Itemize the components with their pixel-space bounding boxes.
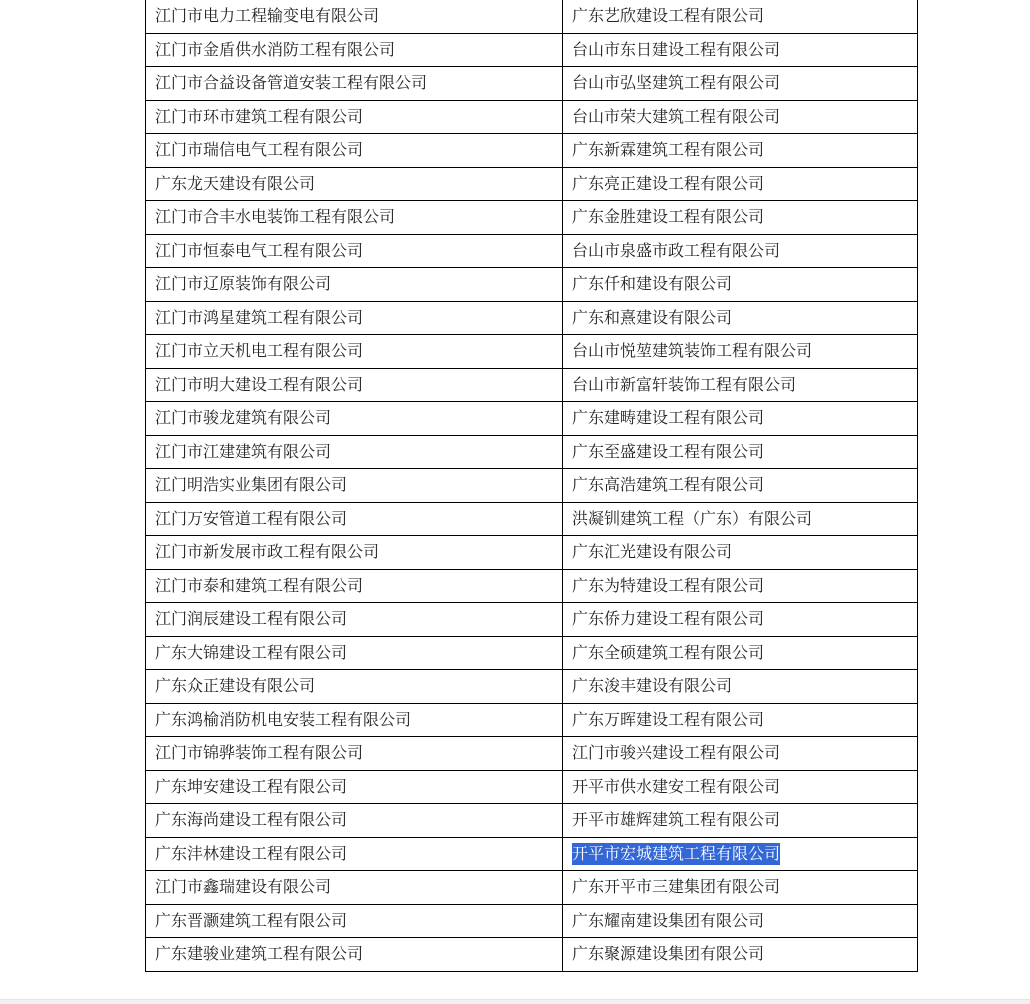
cell-text: 广东和熹建设有限公司 [572,307,733,327]
company-cell-right[interactable] [563,569,918,603]
company-cell-right[interactable] [563,268,918,302]
cell-text: 江门明浩实业集团有限公司 [155,475,348,495]
cell-text: 广东开平市三建集团有限公司 [572,877,781,897]
table-row [146,603,918,637]
cell-text: 台山市悦堃建筑装饰工程有限公司 [572,341,813,361]
company-cell-right[interactable] [563,368,918,402]
company-cell-right[interactable] [563,167,918,201]
cell-text: 江门市环市建筑工程有限公司 [155,106,364,126]
company-cell-right[interactable] [563,201,918,235]
cell-text: 广东沣林建设工程有限公司 [155,843,348,863]
company-table-body [146,0,918,971]
table-row [146,234,918,268]
company-cell-left[interactable] [146,100,563,134]
cell-text: 江门市合丰水电装饰工程有限公司 [155,207,396,227]
cell-text: 广东鸿榆消防机电安装工程有限公司 [155,709,412,729]
cell-text: 开平市供水建安工程有限公司 [572,776,781,796]
cell-text: 广东新霖建筑工程有限公司 [572,140,765,160]
cell-text: 广东侨力建设工程有限公司 [572,609,765,629]
table-row [146,100,918,134]
company-cell-left[interactable] [146,502,563,536]
cell-text: 江门市恒泰电气工程有限公司 [155,240,364,260]
table-row [146,737,918,771]
table-row [146,0,918,33]
cell-text: 广东仟和建设有限公司 [572,274,733,294]
cell-text: 广东高浩建筑工程有限公司 [572,475,765,495]
cell-text: 广东至盛建设工程有限公司 [572,441,765,461]
company-cell-left[interactable] [146,67,563,101]
company-cell-left[interactable] [146,0,563,33]
company-cell-right[interactable] [563,100,918,134]
company-cell-left[interactable] [146,268,563,302]
company-cell-left[interactable] [146,469,563,503]
cell-text: 广东坤安建设工程有限公司 [155,776,348,796]
cell-text: 广东大锦建设工程有限公司 [155,642,348,662]
cell-text: 广东耀南建设集团有限公司 [572,910,765,930]
company-cell-right[interactable] [563,737,918,771]
cell-text: 江门市明大建设工程有限公司 [155,374,364,394]
cell-text: 广东亮正建设工程有限公司 [572,173,765,193]
table-row [146,402,918,436]
horizontal-scrollbar-track[interactable] [0,999,1030,1004]
company-cell-left[interactable] [146,670,563,704]
cell-text: 台山市泉盛市政工程有限公司 [572,240,781,260]
cell-text: 江门市鑫瑞建设有限公司 [155,877,332,897]
table-row [146,502,918,536]
company-cell-left[interactable] [146,603,563,637]
cell-text: 江门市合益设备管道安装工程有限公司 [155,73,428,93]
cell-text: 广东海尚建设工程有限公司 [155,810,348,830]
cell-text: 江门市江建建筑有限公司 [155,441,332,461]
company-cell-right[interactable] [563,335,918,369]
cell-text: 江门市立天机电工程有限公司 [155,341,364,361]
cell-text: 江门市锦骅装饰工程有限公司 [155,743,364,763]
company-cell-right[interactable] [563,502,918,536]
table-row [146,335,918,369]
company-cell-right[interactable] [563,402,918,436]
table-row [146,804,918,838]
table-row [146,569,918,603]
company-cell-right[interactable] [563,603,918,637]
company-cell-right[interactable] [563,435,918,469]
table-row [146,368,918,402]
company-cell-right[interactable] [563,301,918,335]
company-cell-right[interactable] [563,938,918,972]
cell-text: 广东建畴建设工程有限公司 [572,408,765,428]
table-row [146,938,918,972]
table-row [146,201,918,235]
company-cell-right[interactable] [563,837,918,871]
company-cell-right[interactable] [563,0,918,33]
cell-text: 广东浚丰建设有限公司 [572,676,733,696]
cell-text: 江门市瑞信电气工程有限公司 [155,140,364,160]
table-row [146,636,918,670]
cell-text: 江门市骏兴建设工程有限公司 [572,743,781,763]
table-row [146,770,918,804]
company-cell-right[interactable] [563,670,918,704]
company-cell-left[interactable] [146,569,563,603]
table-row [146,871,918,905]
cell-text: 台山市东日建设工程有限公司 [572,39,781,59]
table-row [146,67,918,101]
cell-text: 洪凝钏建筑工程（广东）有限公司 [572,508,813,528]
cell-text: 江门市骏龙建筑有限公司 [155,408,332,428]
cell-text: 江门润辰建设工程有限公司 [155,609,348,629]
cell-text: 江门市辽原装饰有限公司 [155,274,332,294]
cell-text: 广东建骏业建筑工程有限公司 [155,944,364,964]
company-cell-left[interactable] [146,402,563,436]
company-cell-left[interactable] [146,33,563,67]
company-cell-right[interactable] [563,469,918,503]
cell-text: 广东全硕建筑工程有限公司 [572,642,765,662]
company-cell-left[interactable] [146,737,563,771]
cell-text: 江门市电力工程输变电有限公司 [155,6,380,26]
cell-text: 广东龙天建设有限公司 [155,173,316,193]
table-row [146,536,918,570]
table-row [146,33,918,67]
company-cell-right[interactable] [563,234,918,268]
table-row [146,268,918,302]
table-row [146,167,918,201]
cell-text: 台山市荣大建筑工程有限公司 [572,106,781,126]
cell-text: 广东艺欣建设工程有限公司 [572,6,765,26]
cell-text: 台山市新富轩装饰工程有限公司 [572,374,797,394]
company-cell-left[interactable] [146,201,563,235]
cell-text: 台山市弘坚建筑工程有限公司 [572,73,781,93]
cell-text: 广东聚源建设集团有限公司 [572,944,765,964]
company-cell-right[interactable] [563,67,918,101]
table-row [146,301,918,335]
company-cell-left[interactable] [146,938,563,972]
cell-text: 广东金胜建设工程有限公司 [572,207,765,227]
company-cell-right[interactable] [563,134,918,168]
company-cell-right[interactable] [563,636,918,670]
table-row [146,435,918,469]
company-cell-left[interactable] [146,536,563,570]
company-cell-left[interactable] [146,134,563,168]
table-row [146,134,918,168]
company-cell-left[interactable] [146,335,563,369]
company-cell-left[interactable] [146,234,563,268]
selected-cell-text: 开平市宏城建筑工程有限公司 [572,843,781,863]
cell-text: 广东万晖建设工程有限公司 [572,709,765,729]
cell-text: 江门市泰和建筑工程有限公司 [155,575,364,595]
company-cell-right[interactable] [563,804,918,838]
cell-text: 江门市鸿星建筑工程有限公司 [155,307,364,327]
table-row [146,904,918,938]
company-cell-left[interactable] [146,837,563,871]
cell-text: 江门市金盾供水消防工程有限公司 [155,39,396,59]
cell-text: 开平市雄辉建筑工程有限公司 [572,810,781,830]
company-cell-left[interactable] [146,703,563,737]
company-cell-right[interactable] [563,871,918,905]
company-cell-left[interactable] [146,167,563,201]
company-cell-left[interactable] [146,368,563,402]
cell-text: 江门市新发展市政工程有限公司 [155,542,380,562]
company-cell-left[interactable] [146,301,563,335]
company-cell-right[interactable] [563,770,918,804]
cell-text: 江门万安管道工程有限公司 [155,508,348,528]
cell-text: 广东汇光建设有限公司 [572,542,733,562]
table-row [146,469,918,503]
table-row [146,837,918,871]
company-cell-left[interactable] [146,804,563,838]
company-table [145,0,918,972]
company-cell-left[interactable] [146,435,563,469]
table-row [146,703,918,737]
company-cell-left[interactable] [146,770,563,804]
company-cell-right[interactable] [563,904,918,938]
table-row [146,670,918,704]
company-cell-left[interactable] [146,904,563,938]
company-cell-right[interactable] [563,33,918,67]
company-cell-right[interactable] [563,703,918,737]
cell-text: 广东众正建设有限公司 [155,676,316,696]
cell-text: 广东为特建设工程有限公司 [572,575,765,595]
cell-text: 广东晋灏建筑工程有限公司 [155,910,348,930]
company-cell-left[interactable] [146,871,563,905]
company-cell-right[interactable] [563,536,918,570]
company-cell-left[interactable] [146,636,563,670]
